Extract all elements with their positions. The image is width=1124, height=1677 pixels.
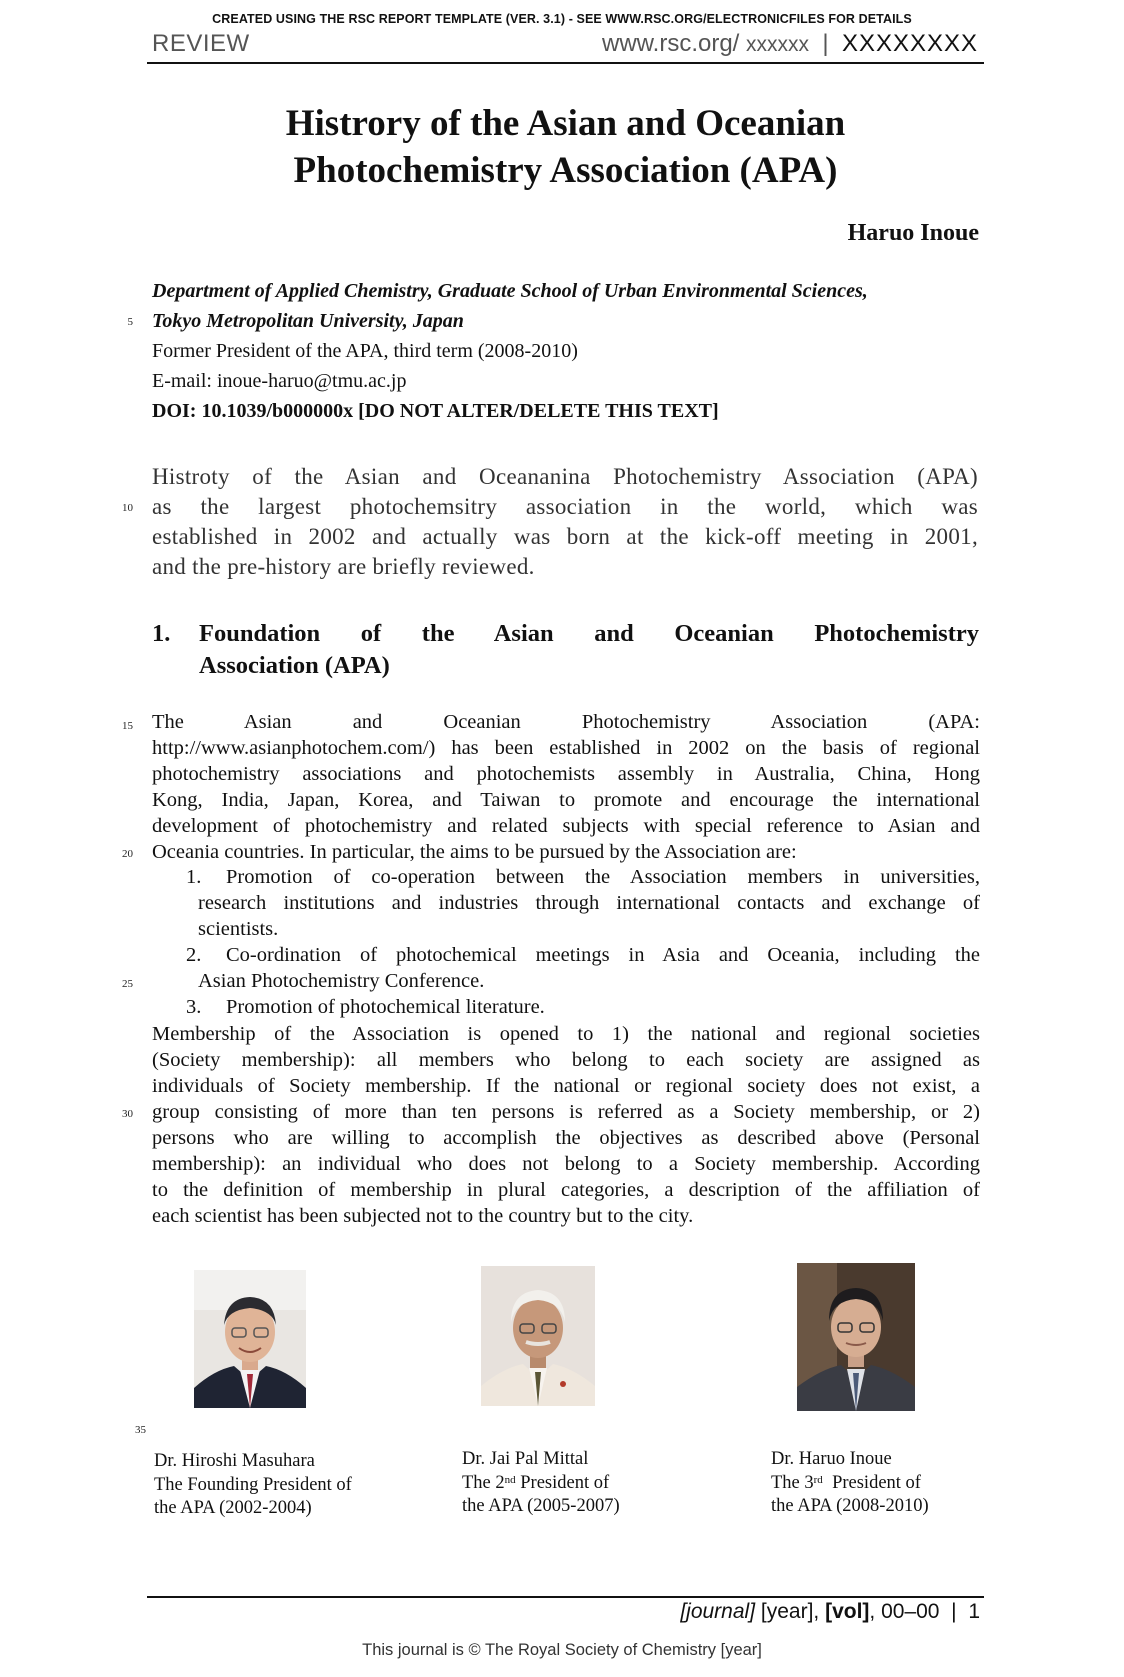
body-line: Kong, India, Japan, Korea, and Taiwan to promote and encourage the international [152,789,980,811]
line-number: 10 [122,502,133,514]
list-item-line: Co-ordination of photochemical meetings in Asia and Oceania, including the [226,944,980,966]
portrait-photo-masuhara [194,1270,306,1408]
line-number: 20 [122,848,133,860]
president-term: the APA (2008-2010) [771,1496,929,1516]
abstract-line: and the pre-history are briefly reviewed. [152,554,535,579]
line-number: 25 [122,978,133,990]
caption-mittal [462,1448,620,1519]
footer-pages: , 00–00 [869,1600,940,1623]
caption-inoue [771,1448,929,1519]
line-number: 15 [122,720,133,732]
footer-separator: | [951,1600,957,1623]
footer-copyright: This journal is © The Royal Society of Chemistry [year] [362,1641,762,1659]
url-placeholder: xxxxxx [746,33,810,56]
president-ordinal: The 2 [462,1472,505,1493]
list-item-line: Promotion of co-operation between the Association members in universities, [226,866,980,888]
list-item-line: Promotion of photochemical literature. [226,996,545,1018]
footer-rule [147,1596,984,1598]
header-rule [147,62,984,64]
footer-vol: [vol] [825,1600,870,1623]
president-title-text: President of [515,1472,610,1493]
url-prefix: www.rsc.org/ [601,30,740,57]
body-line: Membership of the Association is opened to 1) the national and regional societies [152,1023,980,1045]
body-line: each scientist has been subjected not to the country but to the city. [152,1205,694,1227]
body-line: http://www.asianphotochem.com/) has been established in 2002 on the basis of regional [152,737,980,759]
list-item-number: 1. [186,866,202,888]
body-line: individuals of Society membership. If the national or regional society does not exist, a [152,1075,980,1097]
list-item-line: research institutions and industries through international contacts and exchange of [198,892,980,914]
affiliation-role: Former President of the APA, third term (2008-2010) [152,340,578,362]
section-heading-line-2: Association (APA) [199,652,390,679]
president-name: Dr. Haruo Inoue [771,1449,892,1469]
body-line: (Society membership): all members who belong to each society are assigned as [152,1049,980,1071]
body-line: Oceania countries. In particular, the aims to be pursued by the Association are: [152,841,797,863]
doi: DOI: 10.1039/b000000x [DO NOT ALTER/DELETE THIS TEXT] [152,400,719,422]
article-title [147,100,984,194]
list-item-line: scientists. [198,918,279,940]
president-title [462,1472,620,1496]
section-heading-line-1: Foundation of the Asian and Oceanian Photochemistry [199,620,979,647]
author-name: Haruo Inoue [847,220,979,246]
body-line: persons who are willing to accomplish the objectives as described above (Personal [152,1127,980,1149]
page-number: 1 [968,1600,980,1623]
portrait-inoue-image [797,1263,915,1411]
section-label: REVIEW [152,30,250,57]
abstract-line: Histroty of the Asian and Oceananina Photochemistry Association (APA) [152,464,978,489]
footer-journal: [journal] [680,1600,756,1623]
president-title: The Founding President of [154,1474,352,1495]
president-term: the APA (2002-2004) [154,1498,312,1518]
section-number: 1. [152,620,171,647]
title-line-2: Photochemistry Association (APA) [293,150,838,191]
affiliation-dept-line-2: Tokyo Metropolitan University, Japan [152,310,464,332]
portrait-photo-mittal [481,1266,595,1406]
portrait-photo-inoue [797,1263,915,1411]
journal-placeholder: XXXXXXXX [841,30,978,57]
president-title-text: President of [822,1472,921,1493]
affiliation-email: E-mail: inoue-haruo@tmu.ac.jp [152,370,407,392]
journal-url [602,30,978,58]
president-name: Dr. Hiroshi Masuhara [154,1451,315,1471]
list-item-number: 2. [186,944,202,966]
header-separator: | [822,30,829,57]
body-line: photochemistry associations and photochemists assembly in Australia, China, Hong [152,763,980,785]
president-ordinal-suffix: nd [504,1473,516,1486]
list-item-line: Asian Photochemistry Conference. [198,970,485,992]
president-ordinal: The 3 [771,1472,814,1493]
affiliation-dept-line-1: Department of Applied Chemistry, Graduate School of Urban Environmental Sciences, [152,280,868,302]
footer-year-text: [year], [760,1600,820,1623]
abstract-line: established in 2002 and actually was born at the kick-off meeting in 2001, [152,524,978,549]
list-item-number: 3. [186,996,202,1018]
footer-citation [680,1600,980,1624]
president-name: Dr. Jai Pal Mittal [462,1449,589,1469]
president-title [771,1472,929,1496]
body-line: The Asian and Oceanian Photochemistry Association (APA: [152,711,980,733]
body-line: membership): an individual who does not belong to a Society membership. According [152,1153,980,1175]
line-number: 35 [135,1424,146,1436]
president-ordinal-suffix: rd [813,1473,823,1486]
line-number: 5 [127,316,133,328]
body-line: to the definition of membership in plural categories, a description of the affiliation of [152,1179,980,1201]
president-term: the APA (2005-2007) [462,1496,620,1516]
abstract-line: as the largest photochemsitry association in the world, which was [152,494,978,519]
template-notice: CREATED USING THE RSC REPORT TEMPLATE (VER. 3.1) - SEE WWW.RSC.ORG/ELECTRONICFILES FOR DETAILS [212,12,912,26]
body-line: development of photochemistry and related subjects with special reference to Asian and [152,815,980,837]
body-line: group consisting of more than ten persons is referred as a Society membership, or 2) [152,1101,980,1123]
title-line-1: Histrory of the Asian and Oceanian [285,103,846,144]
line-number: 30 [122,1108,133,1120]
portrait-masuhara-image [194,1270,306,1408]
portrait-mittal-image [481,1266,595,1406]
caption-masuhara [154,1450,352,1521]
